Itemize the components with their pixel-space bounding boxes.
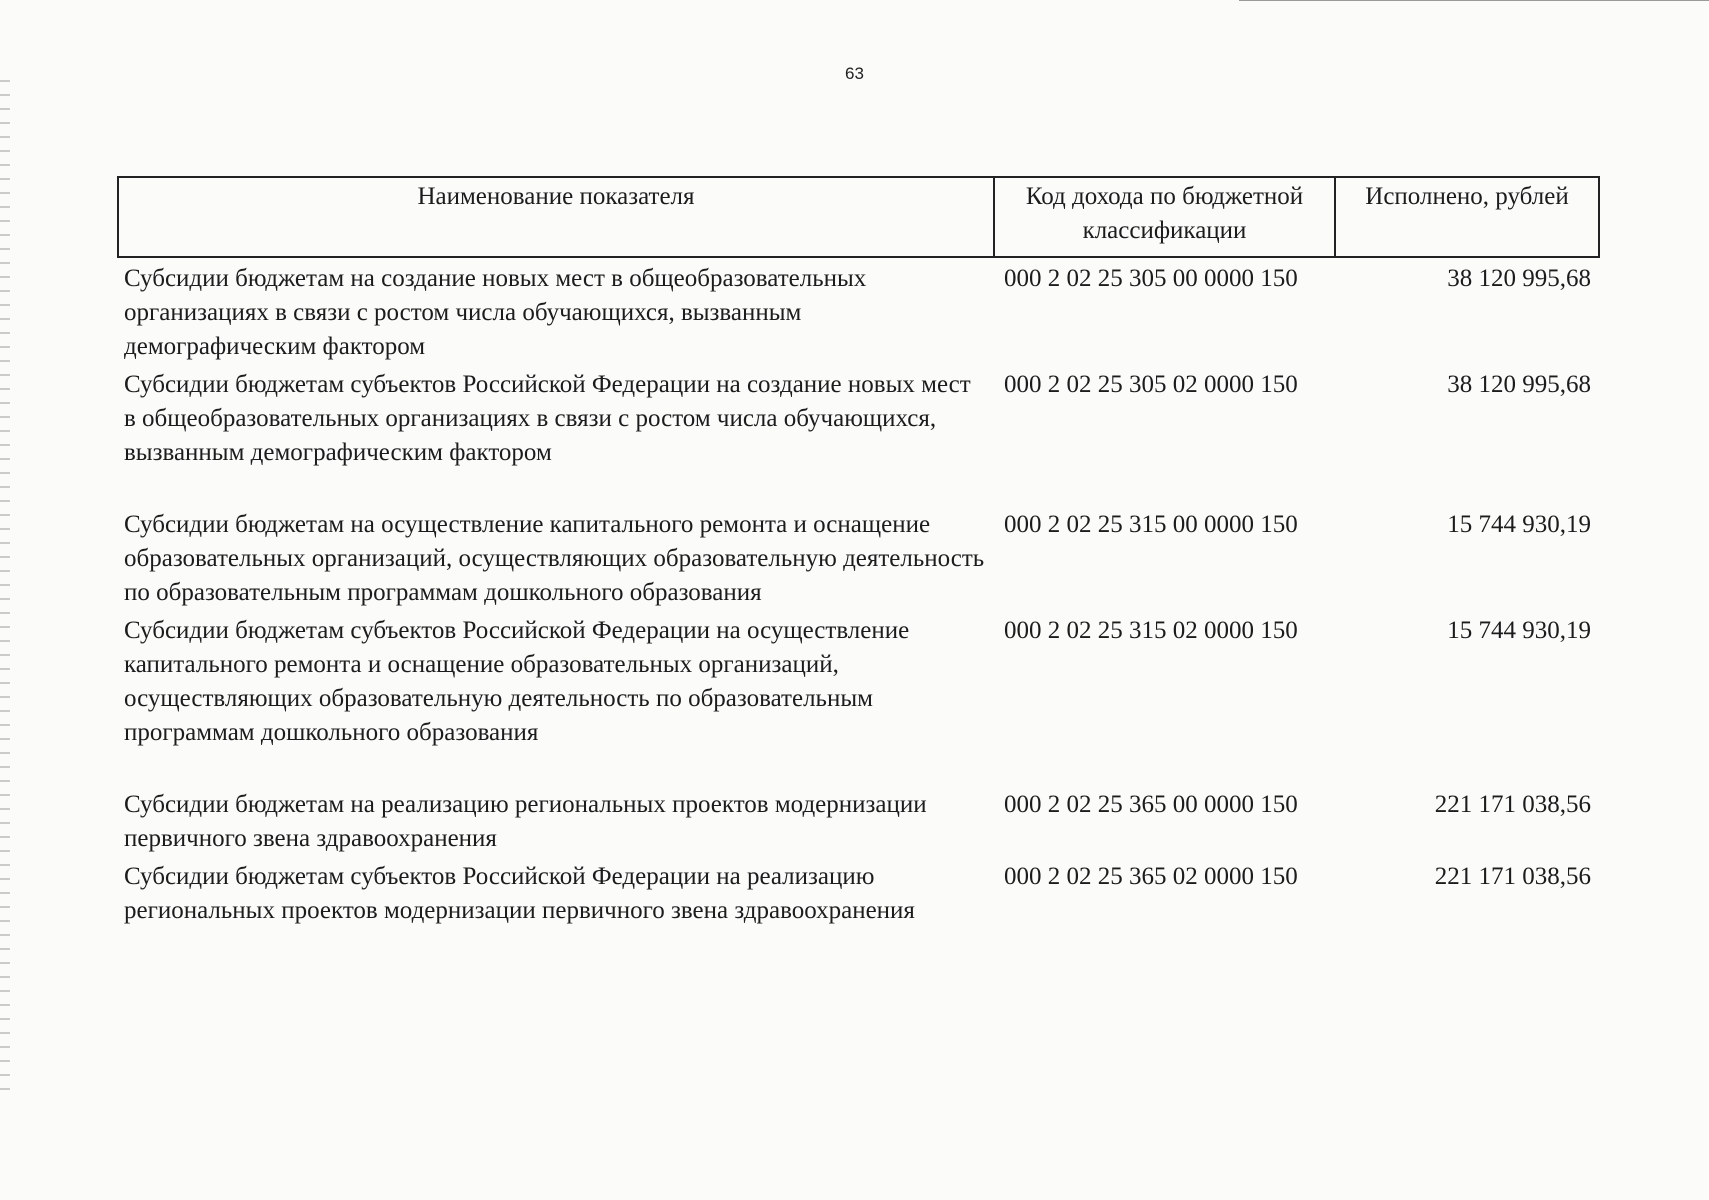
income-code: 000 2 02 25 365 00 0000 150 bbox=[1004, 791, 1298, 818]
table-row bbox=[118, 257, 1599, 364]
header-executed-amount: Исполнено, рублей bbox=[1335, 177, 1599, 257]
table-row bbox=[118, 784, 1599, 856]
row-spacer bbox=[118, 470, 1599, 504]
income-code: 000 2 02 25 315 02 0000 150 bbox=[1004, 617, 1298, 644]
income-code: 000 2 02 25 365 02 0000 150 bbox=[1004, 863, 1298, 890]
table-row bbox=[118, 856, 1599, 928]
header-income-code: Код дохода по бюджетной классификации bbox=[994, 177, 1335, 257]
header-indicator-name: Наименование показателя bbox=[118, 177, 994, 257]
income-code: 000 2 02 25 305 02 0000 150 bbox=[1004, 371, 1298, 398]
executed-amount: 15 744 930,19 bbox=[1447, 617, 1591, 644]
income-code: 000 2 02 25 315 00 0000 150 bbox=[1004, 511, 1298, 538]
scan-edge-line bbox=[1239, 0, 1709, 1]
table-header-row bbox=[118, 177, 1599, 257]
indicator-name: Субсидии бюджетам субъектов Российской Федерации на создание новых мест в общеобразовательных организациях в связи с ростом числа обучающихся, вызванным демографическим фактором bbox=[124, 371, 971, 466]
indicator-name: Субсидии бюджетам на создание новых мест в общеобразовательных организациях в связи с ростом числа обучающихся, вызванным демографическим фактором bbox=[124, 265, 867, 360]
table-row bbox=[118, 364, 1599, 470]
indicator-name: Субсидии бюджетам субъектов Российской Федерации на реализацию региональных проектов модернизации первичного звена здравоохранения bbox=[124, 863, 915, 924]
indicator-name: Субсидии бюджетам на реализацию региональных проектов модернизации первичного звена здравоохранения bbox=[124, 791, 927, 852]
executed-amount: 38 120 995,68 bbox=[1447, 265, 1591, 292]
scan-left-edge bbox=[0, 80, 10, 1100]
executed-amount: 221 171 038,56 bbox=[1434, 863, 1591, 890]
executed-amount: 221 171 038,56 bbox=[1434, 791, 1591, 818]
executed-amount: 38 120 995,68 bbox=[1447, 371, 1591, 398]
indicator-name: Субсидии бюджетам на осуществление капитального ремонта и оснащение образовательных организаций, осуществляющих образовательную деятельность по образовательным программам дошкольного образования bbox=[124, 511, 985, 606]
row-spacer bbox=[118, 750, 1599, 784]
income-code: 000 2 02 25 305 00 0000 150 bbox=[1004, 265, 1298, 292]
page-number: 63 bbox=[845, 64, 864, 83]
indicator-name: Субсидии бюджетам субъектов Российской Федерации на осуществление капитального ремонта и оснащение образовательных организаций, осуществляющих образовательную деятельность по образовательным программам дошкольного образования bbox=[124, 617, 910, 746]
table-row bbox=[118, 504, 1599, 610]
table-row bbox=[118, 610, 1599, 750]
executed-amount: 15 744 930,19 bbox=[1447, 511, 1591, 538]
budget-income-table bbox=[117, 176, 1600, 928]
